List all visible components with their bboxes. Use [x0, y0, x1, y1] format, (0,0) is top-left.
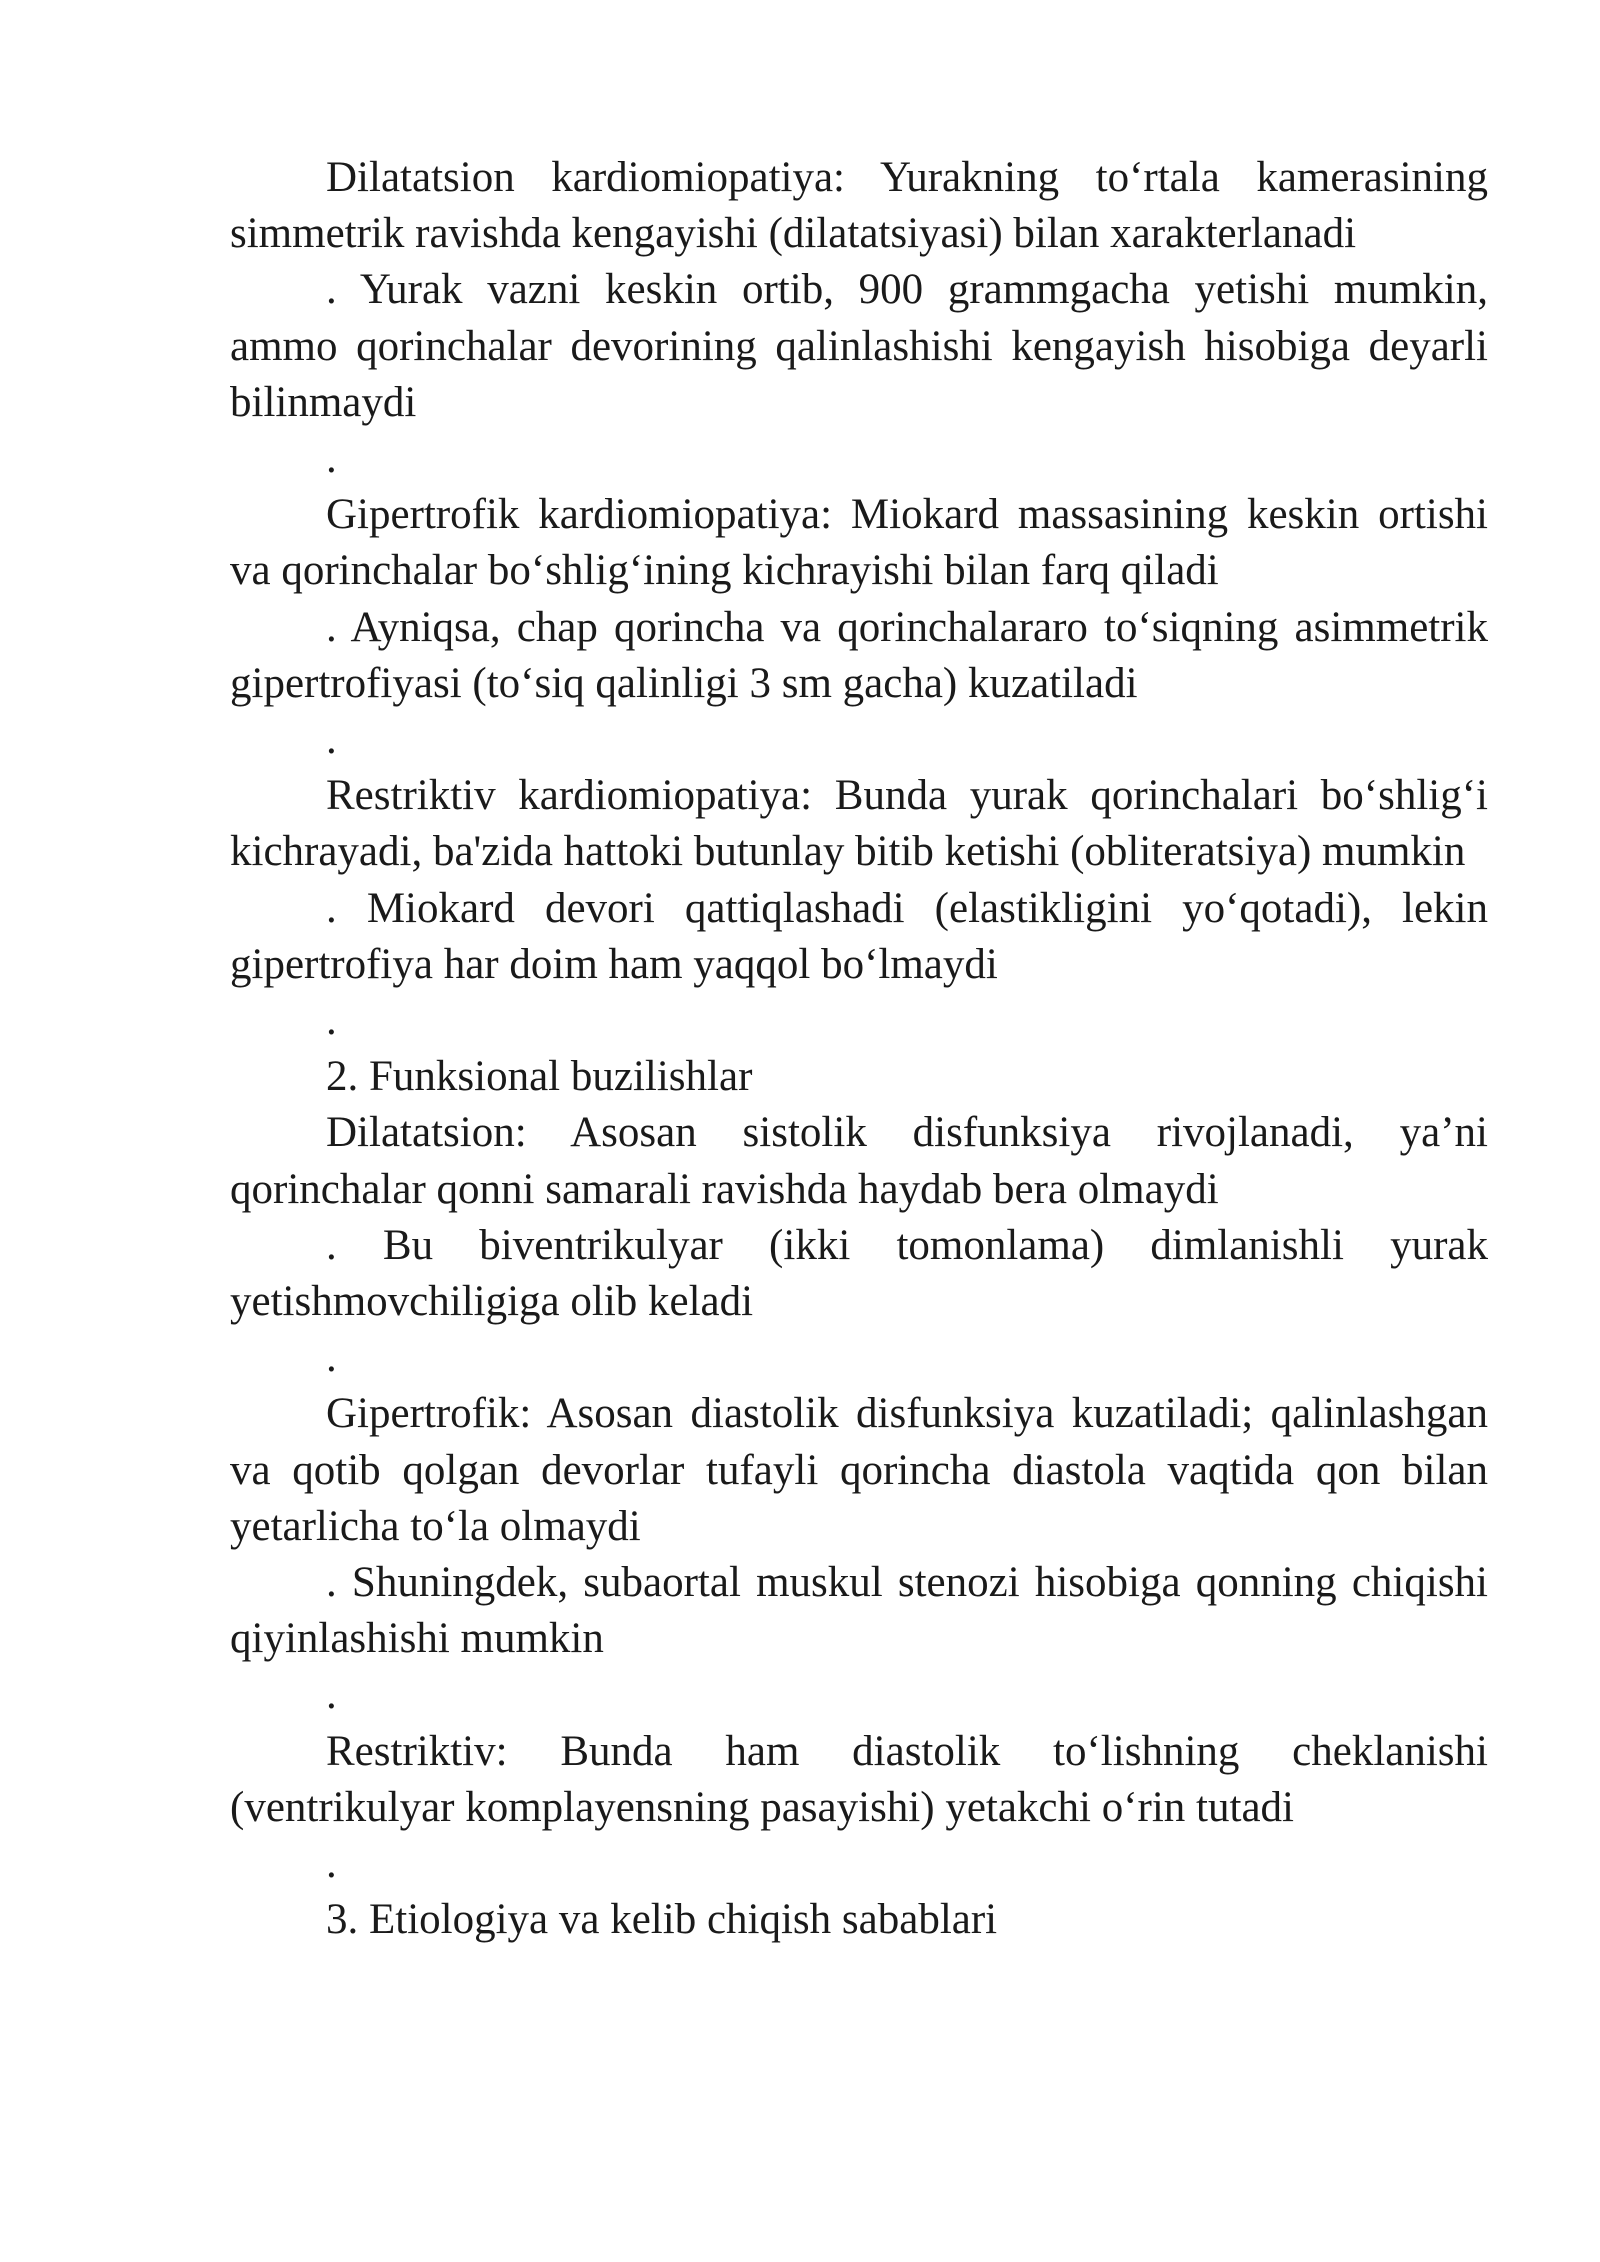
paragraph-gipertrofik-definition: Gipertrofik kardiomiopatiya: Miokard massasining keskin ortishi va qorinchalar bo‘shlig‘ining kichrayishi bilan farq qiladi	[230, 491, 1488, 595]
paragraph-dilatatsion-definition: Dilatatsion kardiomiopatiya: Yurakning to‘rtala kamerasining simmetrik ravishda kengayishi (dilatatsiyasi) bilan xarakterlanadi	[230, 154, 1488, 258]
section-heading-etiology: 3. Etiologiya va kelib chiqish sabablari	[326, 1896, 998, 1944]
section-heading-functional: 2. Funksional buzilishlar	[326, 1053, 753, 1101]
paragraph-separator: .	[326, 716, 337, 764]
paragraph-separator: .	[326, 435, 337, 483]
paragraph-functional-restriktiv: Restriktiv: Bunda ham diastolik to‘lishning cheklanishi (ventrikulyar komplayensning pasayishi) yetakchi o‘rin tutadi	[230, 1727, 1488, 1831]
paragraph-separator: .	[326, 1840, 337, 1888]
paragraph-functional-dilatatsion-effect: . Bu biventrikulyar (ikki tomonlama) dimlanishli yurak yetishmovchiligiga olib keladi	[230, 1221, 1488, 1326]
paragraph-functional-gipertrofik-stenosis: . Shuningdek, subaortal muskul stenozi hisobiga qonning chiqishi qiyinlashishi mumkin	[230, 1559, 1488, 1663]
paragraph-separator: .	[326, 1334, 337, 1382]
document-page	[230, 150, 1488, 1949]
paragraph-dilatatsion-weight: . Yurak vazni keskin ortib, 900 grammgacha yetishi mumkin, ammo qorinchalar devorining qalinlashishi kengayish hisobiga deyarli bilinmaydi	[230, 266, 1488, 426]
paragraph-restriktiv-wall: . Miokard devori qattiqlashadi (elastikligini yo‘qotadi), lekin gipertrofiya har doim ham yaqqol bo‘lmaydi	[230, 884, 1488, 988]
paragraph-functional-dilatatsion: Dilatatsion: Asosan sistolik disfunksiya rivojlanadi, ya’ni qorinchalar qonni samarali ravishda haydab bera olmaydi	[230, 1109, 1488, 1213]
paragraph-separator: .	[326, 997, 337, 1045]
paragraph-restriktiv-definition: Restriktiv kardiomiopatiya: Bunda yurak qorinchalari bo‘shlig‘i kichrayadi, ba'zida hattoki butunlay bitib ketishi (obliteratsiya) mumkin	[230, 772, 1488, 876]
paragraph-functional-gipertrofik: Gipertrofik: Asosan diastolik disfunksiya kuzatiladi; qalinlashgan va qotib qolgan devorlar tufayli qorincha diastola vaqtida qon bilan yetarlicha to‘la olmaydi	[230, 1390, 1488, 1550]
paragraph-separator: .	[326, 1671, 337, 1719]
paragraph-gipertrofik-asymmetric: . Ayniqsa, chap qorincha va qorinchalararo to‘siqning asimmetrik gipertrofiyasi (to‘siq qalinligi 3 sm gacha) kuzatiladi	[230, 603, 1488, 707]
